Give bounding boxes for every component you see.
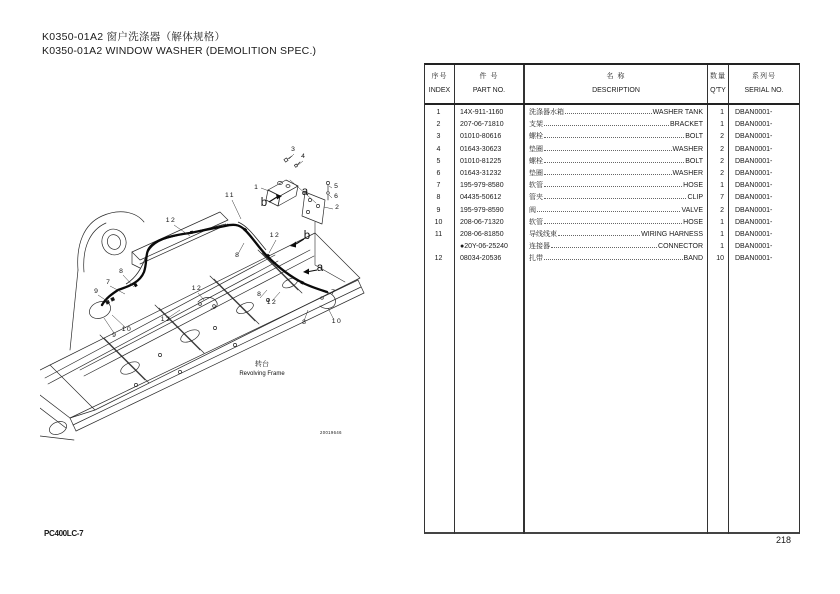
- cell-qty: 1: [720, 121, 724, 129]
- cell-part: 195-979-8590: [460, 206, 504, 214]
- drawing-number: 20019646: [320, 430, 342, 435]
- cell-description: 垫圈 WASHER: [529, 169, 703, 177]
- callout-number: 2: [335, 204, 339, 211]
- washer-hose-path: [102, 225, 327, 305]
- cell-serial: DBAN0001-: [735, 255, 773, 263]
- cell-part: 195-979-8580: [460, 182, 504, 190]
- callout-number: 12: [191, 285, 203, 292]
- diagram-caption-english: Revolving Frame: [239, 371, 285, 377]
- header-part-no: 件 号 PART NO.: [455, 65, 525, 103]
- callout-number: 7: [331, 289, 335, 296]
- cell-part: 208-06-71320: [460, 218, 504, 226]
- cell-qty: 1: [720, 243, 724, 251]
- header-description: 名 称 DESCRIPTION: [525, 65, 708, 103]
- leader-lines: [98, 154, 334, 333]
- exploded-view-diagram: [40, 140, 370, 450]
- cell-qty: 10: [716, 255, 724, 263]
- callout-number: 8: [302, 319, 306, 326]
- cell-serial: DBAN0001-: [735, 230, 773, 238]
- page-title-chinese: K0350-01A2 窗户洗涤器（解体规格）: [42, 31, 226, 43]
- callout-number: 9: [94, 288, 98, 295]
- cell-part: 207-06-71810: [460, 121, 504, 129]
- callout-number: 6: [334, 193, 338, 200]
- callout-number: 4: [301, 153, 305, 160]
- cell-serial: DBAN0001-: [735, 169, 773, 177]
- cell-description: 洗涤器水箱 WASHER TANK: [529, 109, 703, 116]
- page-title-english: K0350-01A2 WINDOW WASHER (DEMOLITION SPEC.): [42, 45, 317, 57]
- cell-description: 连接器 CONNECTOR: [529, 243, 703, 251]
- parts-table-body: [425, 105, 799, 534]
- cell-index: 7: [436, 182, 441, 190]
- header-index: 序号 INDEX: [425, 65, 455, 103]
- header-qty: 数量 Q'TY: [708, 65, 729, 103]
- cell-part: 08034-20536: [460, 255, 502, 263]
- cell-index: 11: [434, 230, 443, 238]
- callout-number: 8: [119, 268, 123, 275]
- cell-index: 3: [436, 133, 441, 141]
- cell-index: 2: [436, 121, 441, 129]
- cell-index: 9: [436, 206, 441, 214]
- cell-qty: 1: [720, 109, 724, 116]
- cell-qty: 2: [720, 145, 724, 153]
- cell-index: 4: [436, 145, 441, 153]
- cell-qty: 2: [720, 206, 724, 214]
- cell-serial: DBAN0001-: [735, 121, 773, 129]
- cell-description: 导线线束 WIRING HARNESS: [529, 230, 703, 238]
- page-number: 218: [776, 535, 792, 545]
- column-description: [525, 105, 708, 534]
- parts-table-header: [425, 65, 799, 105]
- callout-number: 8: [257, 291, 261, 298]
- cell-description: 垫圈 WASHER: [529, 145, 703, 153]
- callout-number: 9: [112, 332, 116, 339]
- cell-index: 12: [434, 255, 443, 263]
- cell-serial: DBAN0001-: [735, 206, 773, 214]
- cell-qty: 1: [720, 182, 724, 190]
- cell-serial: DBAN0001-: [735, 145, 773, 153]
- cell-description: 支架 BRACKET: [529, 121, 703, 129]
- cell-description: 扎带 BAND: [529, 255, 703, 263]
- cell-description: 软管 HOSE: [529, 182, 703, 190]
- cell-qty: 7: [720, 194, 724, 202]
- cell-qty: 1: [720, 230, 724, 238]
- cell-serial: DBAN0001-: [735, 243, 773, 251]
- view-letter-label: b: [303, 230, 311, 242]
- callout-number: 5: [334, 183, 338, 190]
- footer-model-code: PC400LC-7: [44, 528, 84, 538]
- callout-number: 10: [121, 326, 133, 333]
- cell-qty: 1: [720, 218, 724, 226]
- column-index: [425, 105, 455, 534]
- callout-number: 12: [160, 316, 172, 323]
- cell-part: 01010-81225: [460, 157, 502, 165]
- cell-part: ●20Y-06-25240: [460, 243, 508, 251]
- callout-number: 1: [254, 184, 258, 191]
- cell-index: 6: [436, 169, 441, 177]
- cell-serial: DBAN0001-: [735, 182, 773, 190]
- cell-serial: DBAN0001-: [735, 133, 773, 141]
- cell-qty: 2: [720, 157, 724, 165]
- cell-description: 螺栓 BOLT: [529, 157, 703, 165]
- callout-number: 12: [165, 217, 177, 224]
- cell-serial: DBAN0001-: [735, 157, 773, 165]
- cell-index: 5: [436, 157, 441, 165]
- view-letter-label: b: [260, 197, 268, 209]
- cell-part: 208-06-81850: [460, 230, 504, 238]
- callout-number: 7: [106, 279, 110, 286]
- cell-part: 01643-30623: [460, 145, 502, 153]
- cell-description: 阀 VALVE: [529, 206, 703, 214]
- cell-description: 管夹 CLIP: [529, 194, 703, 202]
- cell-index: [425, 241, 454, 253]
- header-serial-no: 系列号 SERIAL NO.: [744, 73, 784, 94]
- cell-index: 10: [434, 218, 443, 226]
- callout-number: 11: [224, 192, 236, 199]
- column-part-no: [455, 105, 525, 534]
- view-letter-label: a: [301, 186, 309, 198]
- cell-part: 04435-50612: [460, 194, 502, 202]
- cell-serial: DBAN0001-: [735, 218, 773, 226]
- cell-index: 8: [436, 194, 441, 202]
- cell-description: 软管 HOSE: [529, 218, 703, 226]
- cell-part: 14X-911-1160: [460, 109, 504, 116]
- parts-table: [424, 63, 800, 534]
- callout-number: 8: [235, 252, 239, 259]
- cell-serial: DBAN0001-: [735, 109, 773, 116]
- callout-number: 10: [331, 318, 343, 325]
- cell-part: 01643-31232: [460, 169, 502, 177]
- callout-number: 3: [291, 146, 295, 153]
- cell-serial: DBAN0001-: [735, 194, 773, 202]
- column-qty: [708, 105, 729, 534]
- cell-description: 螺栓 BOLT: [529, 133, 703, 141]
- view-letter-label: a: [316, 262, 324, 274]
- callout-number: 12: [266, 299, 278, 306]
- diagram-caption-chinese: 转台: [255, 361, 269, 368]
- cell-qty: 2: [720, 133, 724, 141]
- cell-qty: 2: [720, 169, 724, 177]
- column-serial-no: [729, 105, 799, 534]
- callout-labels: [94, 146, 342, 339]
- callout-number: 12: [269, 232, 281, 239]
- cell-part: 01010-80616: [460, 133, 502, 141]
- cell-index: 1: [436, 109, 441, 116]
